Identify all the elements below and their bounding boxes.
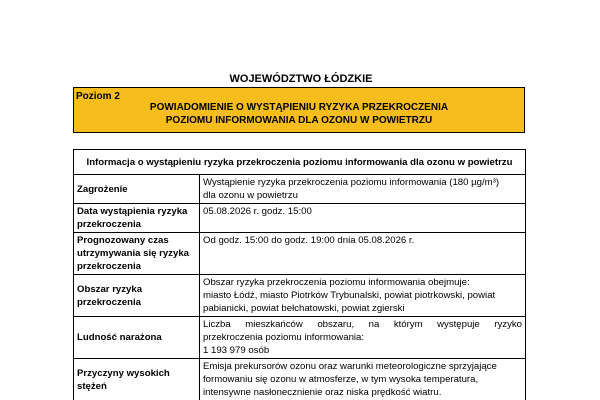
row-value-area (200, 275, 526, 317)
value-line: formowaniu się ozonu w atmosferze, w tym wysoka temperatura, (203, 374, 479, 385)
value-line: dla ozonu w powietrzu (203, 190, 298, 201)
table-row (74, 233, 526, 275)
value-line: Obszar ryzyka przekroczenia poziomu informowania obejmuje: (203, 277, 470, 288)
row-value-population (200, 317, 526, 359)
value-line: 05.08.2026 r. godz. 15:00 (203, 206, 312, 217)
row-value-hazard (200, 175, 526, 204)
notice-heading-line: POWIADOMIENIE O WYSTĄPIENIU RYZYKA PRZEKROCZENIA (149, 102, 449, 113)
table-row (74, 317, 526, 359)
value-line: Emisja prekursorów ozonu oraz warunki meteorologiczne sprzyjające (203, 361, 497, 372)
value-line: Od godz. 15:00 do godz. 19:00 dnia 05.08.2026 r. (203, 235, 415, 246)
level-label: Poziom 2 (76, 91, 120, 102)
value-line: 1 193 979 osób (203, 345, 270, 356)
row-value-causes (200, 359, 526, 400)
value-line: intensywne nasłonecznienie oraz niska prędkość wiatru. (203, 387, 442, 398)
row-value-date (200, 204, 526, 233)
table-row (74, 275, 526, 317)
notice-heading (74, 101, 524, 127)
notice-heading-line: POZIOMU INFORMOWANIA DLA OZONU W POWIETRZU (165, 115, 433, 126)
table-row (74, 359, 526, 400)
voivodeship-title: WOJEWÓDZTWO ŁÓDZKIE (229, 73, 373, 85)
value-line: Liczba mieszkańców obszaru, na którym występuje ryzyko (203, 319, 522, 330)
value-line: pabianicki, powiat bełchatowski, powiat zgierski (203, 303, 405, 314)
value-line: przekroczenia poziomu informowania: (203, 332, 365, 343)
table-caption-row (74, 150, 526, 175)
table-row (74, 204, 526, 233)
alert-banner (73, 87, 525, 133)
information-table (73, 149, 525, 400)
row-label-area: Obszar ryzyka przekroczenia (74, 275, 200, 317)
table-row (74, 175, 526, 204)
row-label-hazard: Zagrożenie (74, 175, 200, 204)
table-caption: Informacja o wystąpieniu ryzyka przekroczenia poziomu informowania dla ozonu w powietrzu (74, 150, 526, 175)
row-label-causes: Przyczyny wysokich stężeń (74, 359, 200, 400)
value-line: miasto Łódź, miasto Piotrków Trybunalski, powiat piotrkowski, powiat (203, 290, 496, 301)
row-label-forecast: Prognozowany czas utrzymywania się ryzyka przekroczenia (74, 233, 200, 275)
row-value-forecast (200, 233, 526, 275)
row-label-population: Ludność narażona (74, 317, 200, 359)
row-label-date: Data wystąpienia ryzyka przekroczenia (74, 204, 200, 233)
value-line: Wystąpienie ryzyka przekroczenia poziomu informowania (180 µg/m³) (203, 177, 500, 188)
